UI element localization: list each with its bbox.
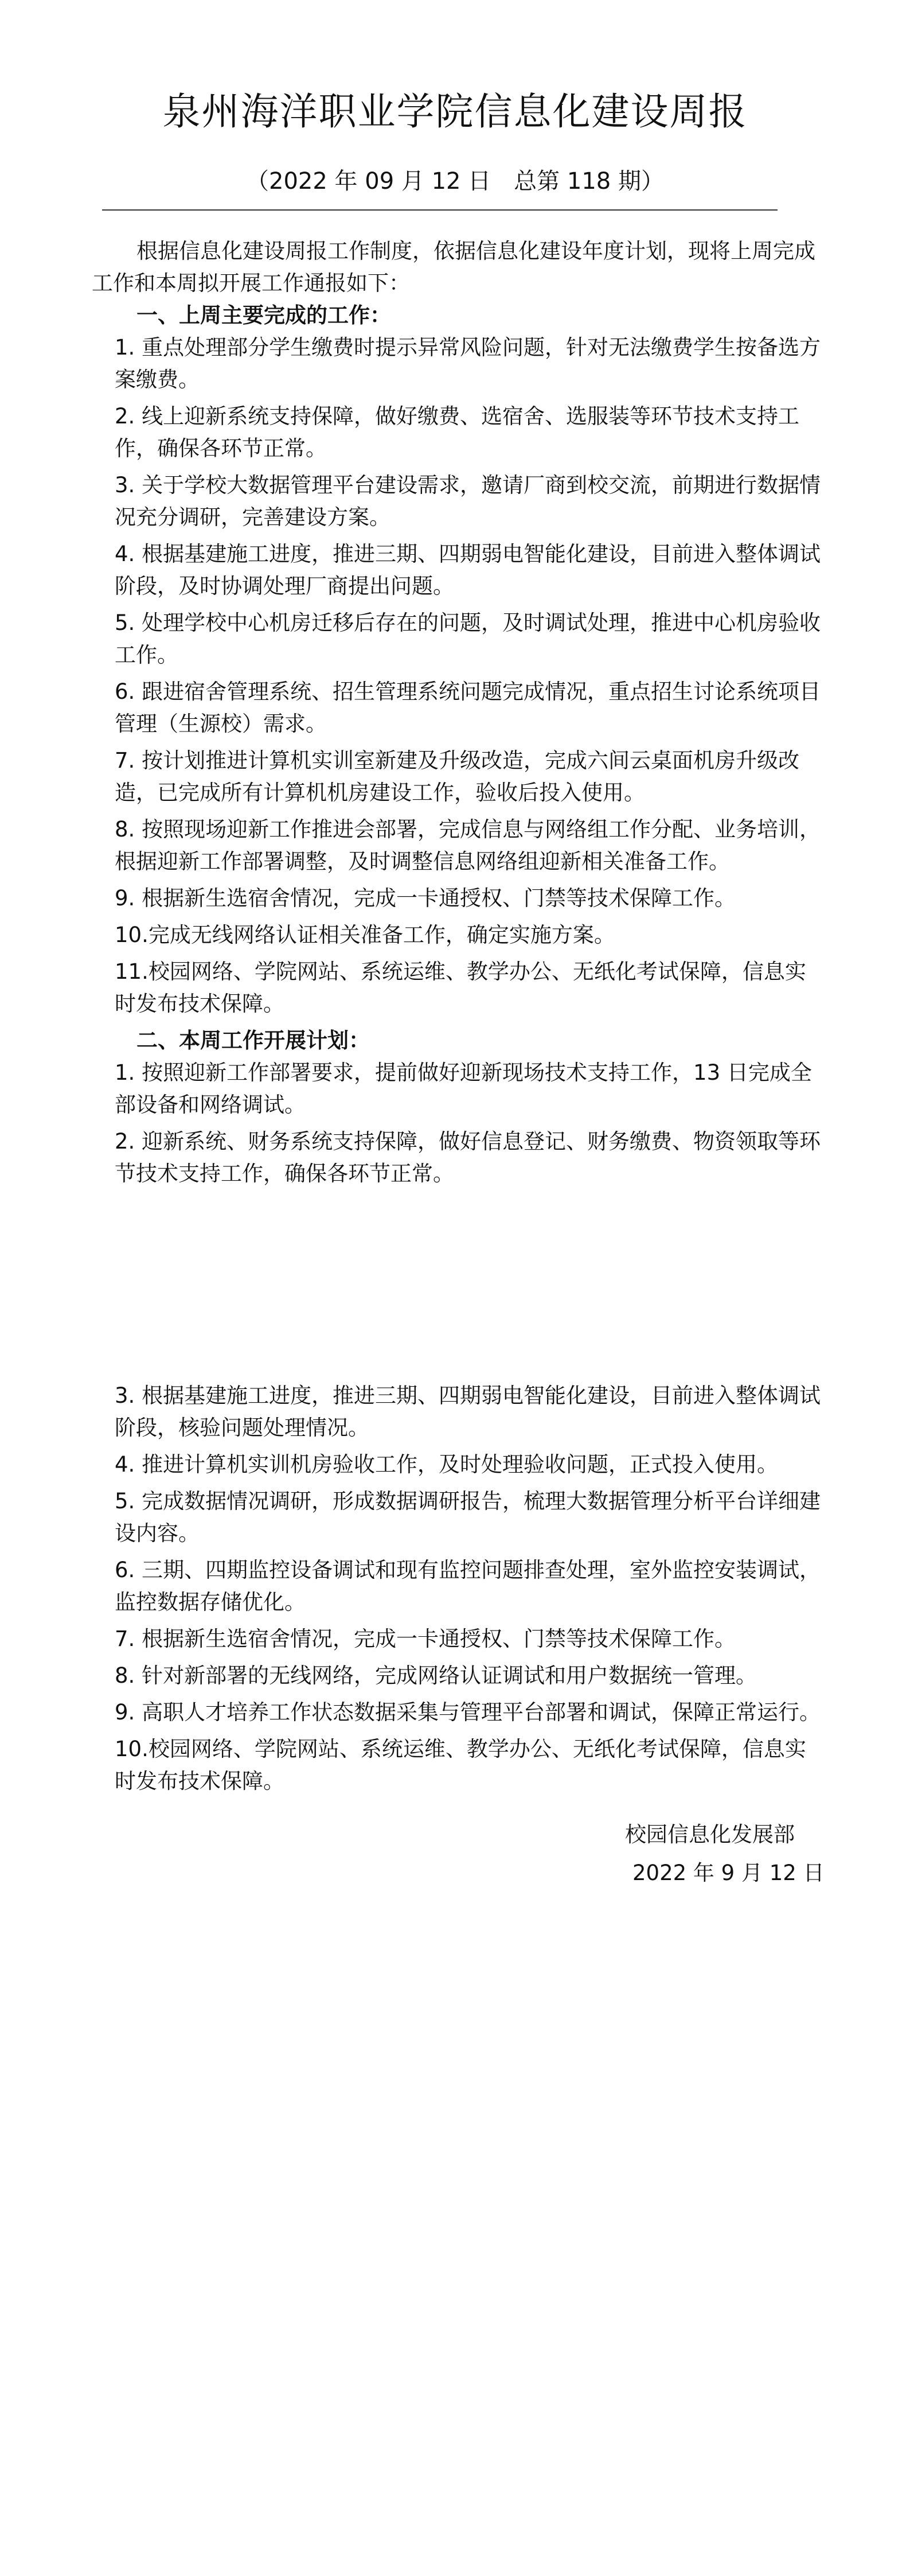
list-item: 2. 迎新系统、财务系统支持保障，做好信息登记、财务缴费、物资领取等环节技术支持工作，确保各环节正常。	[115, 1129, 821, 1186]
list-item: 8. 按照现场迎新工作推进会部署，完成信息与网络组工作分配、业务培训，根据迎新工作部署调整，及时调整信息网络组迎新相关准备工作。	[115, 817, 821, 874]
list-item: 1. 按照迎新工作部署要求，提前做好迎新现场技术支持工作，13 日完成全部设备和网络调试。	[115, 1060, 812, 1117]
list-item: 7. 按计划推进计算机实训室新建及升级改造，完成六间云桌面机房升级改造，已完成所有计算机机房建设工作，验收后投入使用。	[115, 748, 800, 805]
list-item: 6. 跟进宿舍管理系统、招生管理系统问题完成情况，重点招生讨论系统项目管理（生源校）需求。	[115, 679, 821, 736]
list-item: 5. 处理学校中心机房迁移后存在的问题，及时调试处理，推进中心机房验收工作。	[115, 610, 821, 667]
list-item: 10.校园网络、学院网站、系统运维、教学办公、无纸化考试保障，信息实时发布技术保障。	[115, 1737, 806, 1793]
list-item: 2. 线上迎新系统支持保障，做好缴费、选宿舍、选服装等环节技术支持工作，确保各环节正常。	[115, 404, 800, 461]
section-heading-this-week: 二、本周工作开展计划：	[136, 1028, 370, 1053]
issue-subtitle: （2022 年 09 月 12 日 总第 118 期）	[246, 168, 664, 194]
list-item: 11.校园网络、学院网站、系统运维、教学办公、无纸化考试保障，信息实时发布技术保障。	[115, 959, 806, 1016]
title-divider	[102, 209, 778, 211]
list-item: 9. 根据新生选宿舍情况，完成一卡通授权、门禁等技术保障工作。	[115, 886, 736, 910]
report-body-part2	[115, 1380, 823, 1802]
list-item: 4. 推进计算机实训机房验收工作，及时处理验收问题，正式投入使用。	[115, 1452, 779, 1477]
list-item: 3. 根据基建施工进度，推进三期、四期弱电智能化建设，目前进入整体调试阶段，核验问题处理情况。	[115, 1383, 821, 1440]
report-body-part1	[92, 235, 823, 1194]
signature-date: 2022 年 9 月 12 日	[632, 1861, 825, 1885]
this-week-list-part1	[115, 1057, 823, 1190]
list-item: 9. 高职人才培养工作状态数据采集与管理平台部署和调试，保障正常运行。	[115, 1700, 821, 1725]
list-item: 7. 根据新生选宿舍情况，完成一卡通授权、门禁等技术保障工作。	[115, 1626, 736, 1651]
list-item: 6. 三期、四期监控设备调试和现有监控问题排查处理，室外监控安装调试，监控数据存储优化。	[115, 1558, 821, 1614]
page-title: 泉州海洋职业学院信息化建设周报	[162, 90, 748, 134]
list-item: 5. 完成数据情况调研，形成数据调研报告，梳理大数据管理分析平台详细建设内容。	[115, 1489, 821, 1546]
section-heading-last-week: 一、上周主要完成的工作：	[136, 303, 391, 328]
list-item: 4. 根据基建施工进度，推进三期、四期弱电智能化建设，目前进入整体调试阶段，及时协调处理厂商提出问题。	[115, 542, 821, 598]
this-week-list-part2	[115, 1380, 823, 1797]
signature-department: 校园信息化发展部	[625, 1822, 795, 1847]
list-item: 10.完成无线网络认证相关准备工作，确定实施方案。	[115, 923, 615, 947]
last-week-list	[115, 332, 823, 1020]
list-item: 8. 针对新部署的无线网络，完成网络认证调试和用户数据统一管理。	[115, 1663, 757, 1688]
list-item: 3. 关于学校大数据管理平台建设需求，邀请厂商到校交流，前期进行数据情况充分调研，完善建设方案。	[115, 473, 821, 530]
list-item: 1. 重点处理部分学生缴费时提示异常风险问题，针对无法缴费学生按备选方案缴费。	[115, 335, 821, 392]
intro-paragraph: 根据信息化建设周报工作制度，依据信息化建设年度计划，现将上周完成工作和本周拟开展工作通报如下：	[92, 239, 815, 295]
